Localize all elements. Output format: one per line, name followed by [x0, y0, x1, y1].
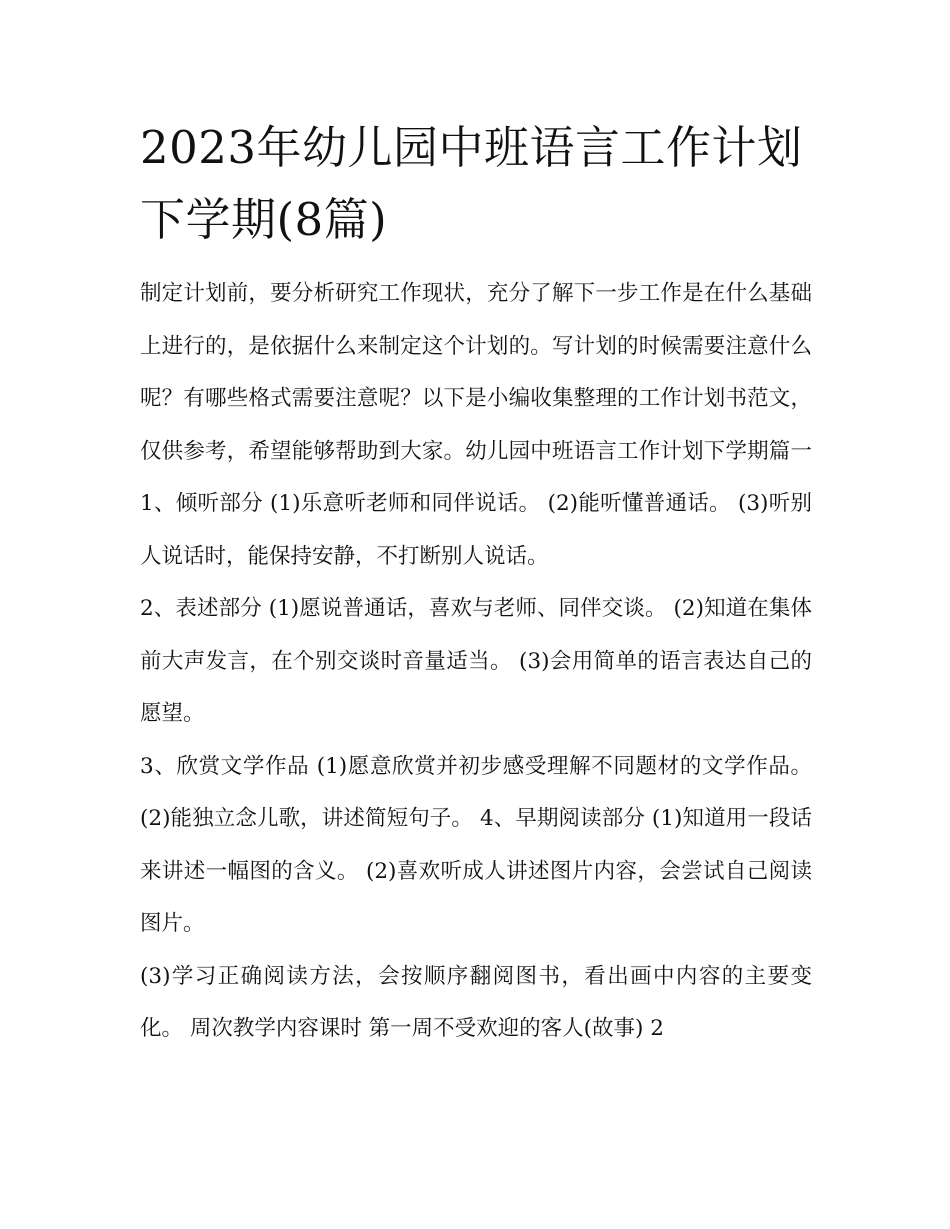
document-page — [140, 112, 812, 1056]
document-title: 2023年幼儿园中班语言工作计划下学期(8篇) — [140, 121, 803, 246]
paragraph-intro: 制定计划前，要分析研究工作现状，充分了解下一步工作是在什么基础上进行的，是依据什么来制定这个计划的。写计划的时候需要注意什么呢？有哪些格式需要注意呢？以下是小编收集整理的工作计划书范文，仅供参考，希望能够帮助到大家。幼儿园中班语言工作计划下学期篇一 1、倾听部分 (1)乐意听老师和同伴说话。 (2)能听懂普通话。 (3)听别人说话时，能保持安静，不打断别人说话。 — [140, 281, 812, 569]
paragraph-expression: 2、表述部分 (1)愿说普通话，喜欢与老师、同伴交谈。 (2)知道在集体前大声发言，在个别交谈时音量适当。 (3)会用简单的语言表达自己的愿望。 — [140, 596, 812, 726]
document-body — [140, 268, 812, 1056]
paragraph-literature-reading: 3、欣赏文学作品 (1)愿意欣赏并初步感受理解不同题材的文学作品。 (2)能独立念儿歌，讲述简短句子。 4、早期阅读部分 (1)知道用一段话来讲述一幅图的含义。 (2)喜欢听成人讲述图片内容，会尝试自己阅读图片。 — [140, 753, 812, 936]
paragraph-reading-method: (3)学习正确阅读方法，会按顺序翻阅图书，看出画中内容的主要变化。 周次教学内容课时 第一周不受欢迎的客人(故事) 2 — [140, 963, 812, 1041]
